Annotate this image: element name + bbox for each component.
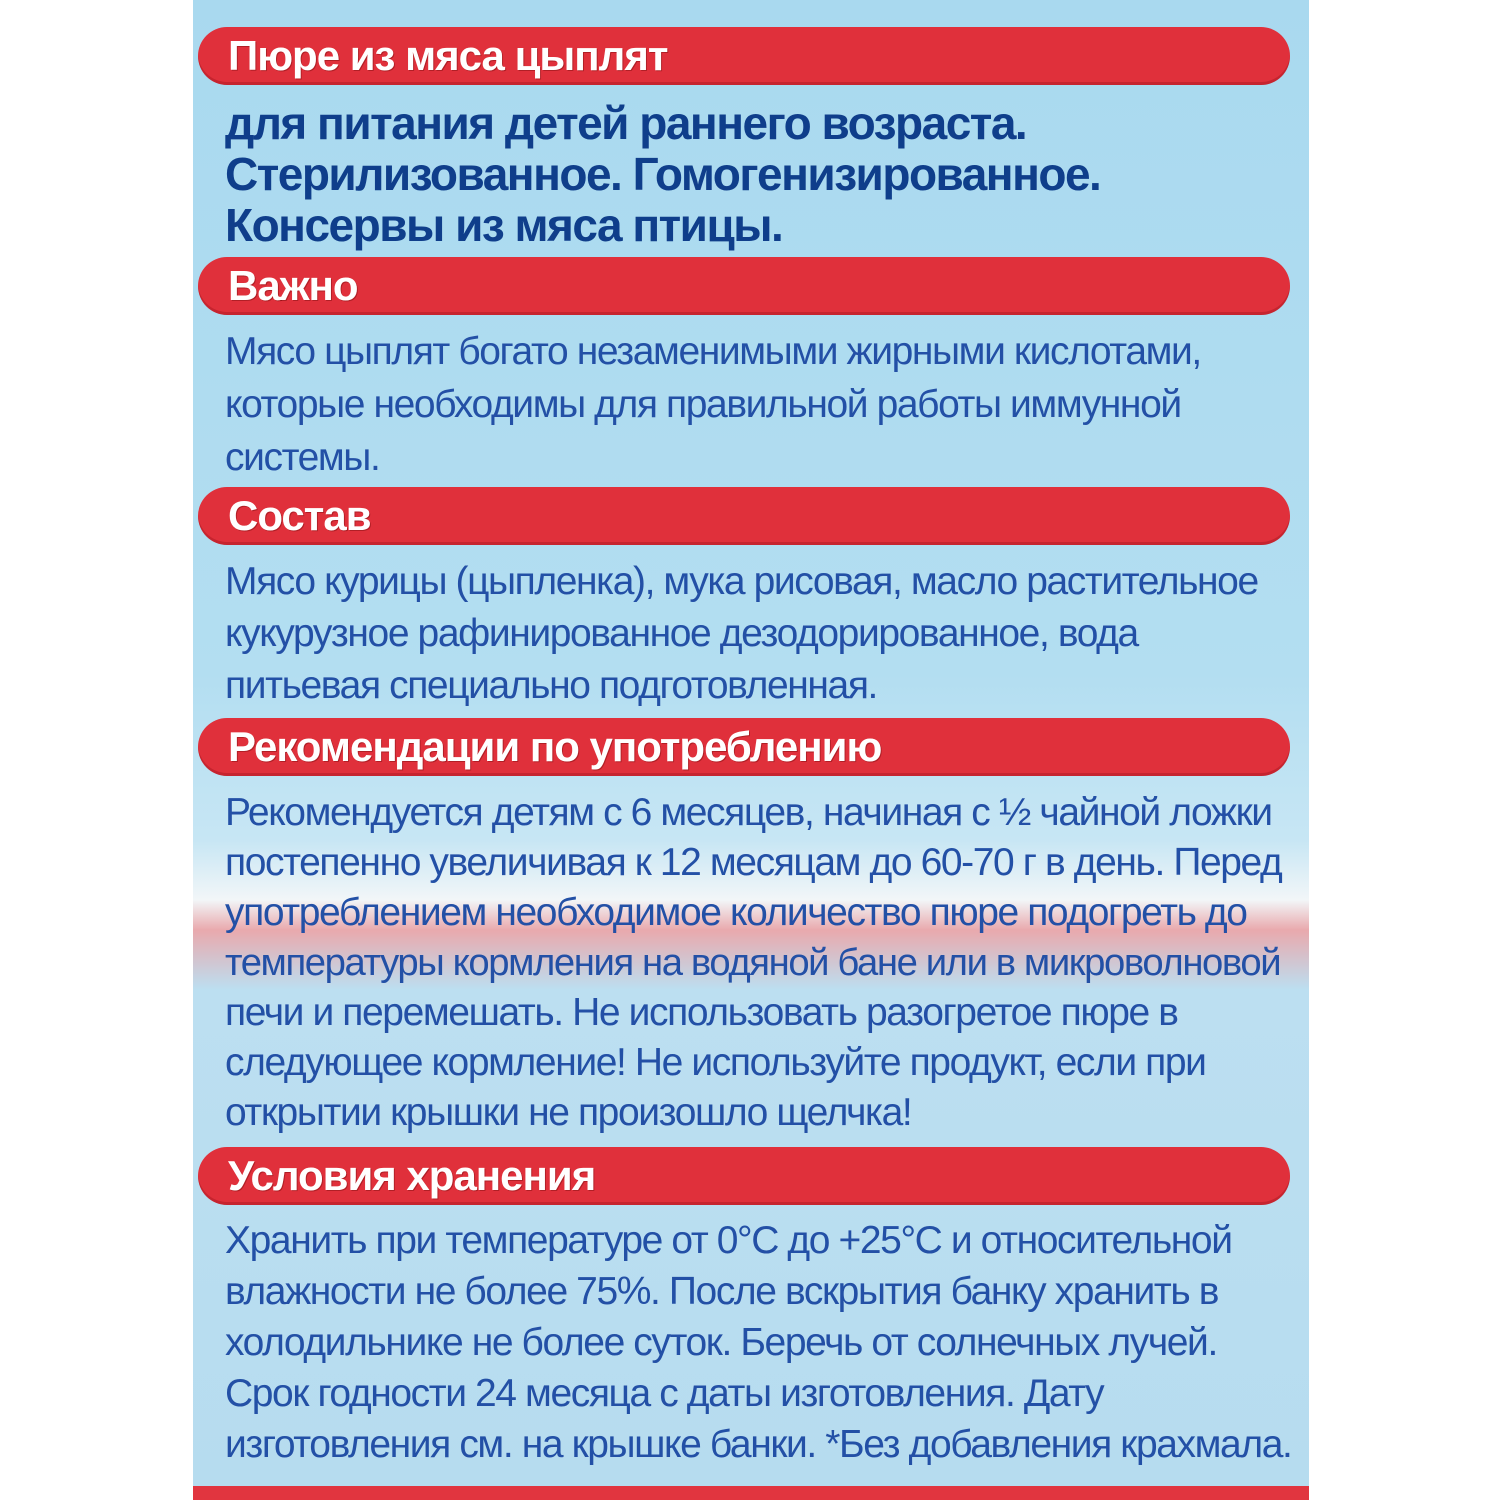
storage-line: Хранить при температуре от 0°С до +25°С и относительной (225, 1219, 1232, 1262)
recommendations-line: употреблением необходимое количество пюре подогреть до (225, 891, 1247, 934)
composition-line: Мясо курицы (цыпленка), мука рисовая, масло растительное (225, 560, 1258, 603)
storage-line: влажности не более 75%. После вскрытия банку хранить в (225, 1270, 1219, 1313)
composition-banner (198, 487, 1290, 545)
storage-text (225, 1215, 1293, 1470)
storage-banner (198, 1147, 1290, 1205)
important-line: Мясо цыплят богато незаменимыми жирными кислотами, (225, 330, 1201, 373)
important-heading: Важно (228, 262, 358, 309)
important-line: системы. (225, 436, 380, 479)
composition-line: питьевая специально подготовленная. (225, 664, 877, 707)
title-banner (198, 27, 1290, 85)
product-label (193, 0, 1309, 1500)
storage-line: Срок годности 24 месяца с даты изготовления. Дату (225, 1372, 1104, 1415)
subtitle-line: Стерилизованное. Гомогенизированное. (225, 148, 1101, 200)
storage-line: изготовления см. на крышке банки. *Без добавления крахмала. (225, 1423, 1292, 1466)
important-banner (198, 257, 1290, 315)
recommendations-line: Рекомендуется детям с 6 месяцев, начиная с ½ чайной ложки (225, 791, 1272, 834)
recommendations-line: открытии крышки не произошло щелчка! (225, 1091, 912, 1134)
important-text (225, 325, 1293, 484)
storage-heading: Условия хранения (228, 1152, 596, 1199)
subtitle-line: Консервы из мяса птицы. (225, 199, 783, 251)
subtitle-line: для питания детей раннего возраста. (225, 97, 1027, 149)
composition-heading: Состав (228, 492, 371, 539)
composition-text (225, 556, 1293, 712)
product-subtitle (225, 98, 1285, 251)
storage-line: холодильнике не более суток. Беречь от солнечных лучей. (225, 1321, 1217, 1364)
recommendations-line: следующее кормление! Не используйте продукт, если при (225, 1041, 1206, 1084)
recommendations-banner (198, 718, 1290, 776)
recommendations-line: постепенно увеличивая к 12 месяцам до 60-70 г в день. Перед (225, 841, 1282, 884)
product-title: Пюре из мяса цыплят (228, 32, 668, 79)
important-line: которые необходимы для правильной работы иммунной (225, 383, 1181, 426)
recommendations-heading: Рекомендации по употреблению (228, 723, 882, 770)
recommendations-line: температуры кормления на водяной бане или в микроволновой (225, 941, 1281, 984)
recommendations-line: печи и перемешать. Не использовать разогретое пюре в (225, 991, 1178, 1034)
composition-line: кукурузное рафинированное дезодорированное, вода (225, 612, 1138, 655)
recommendations-text (225, 788, 1293, 1138)
